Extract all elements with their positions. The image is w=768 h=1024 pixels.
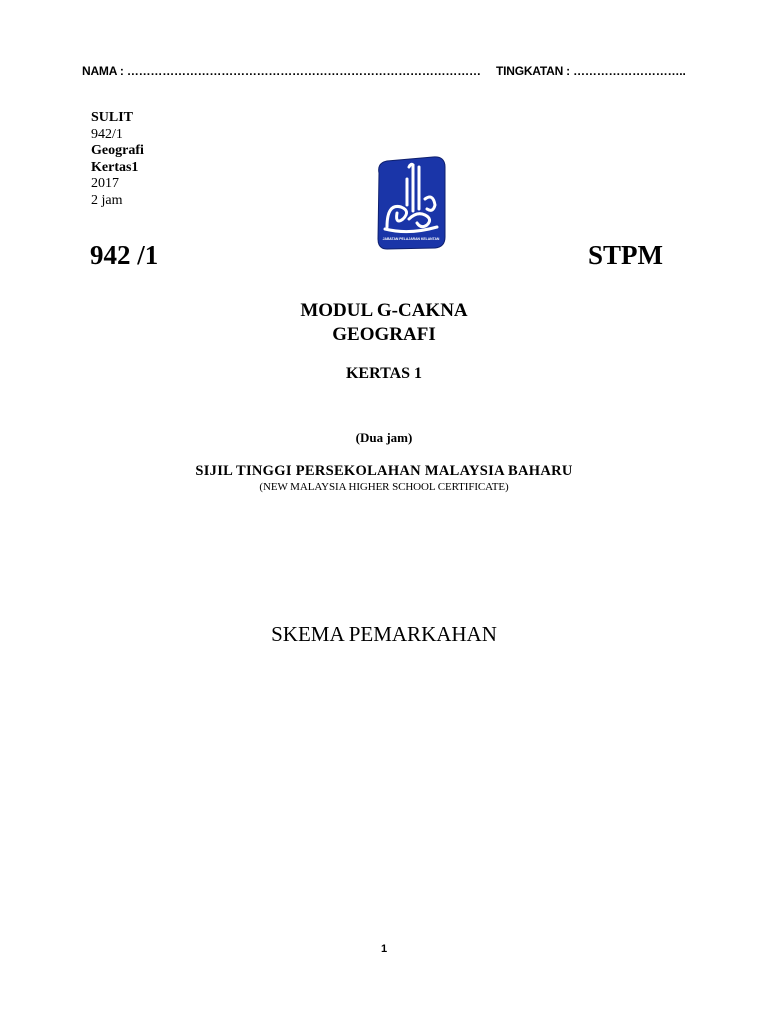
meta-paper: Kertas1 [91, 159, 139, 175]
sulit-label: SULIT [91, 110, 134, 125]
kertas-title: KERTAS 1 [345, 365, 423, 382]
meta-code: 942/1 [91, 126, 123, 142]
paper-meta [91, 110, 144, 209]
module-title [0, 299, 768, 347]
paper-code: 942 /1 [90, 240, 159, 270]
tingkatan-field: TINGKATAN : ……………………….. [495, 64, 686, 78]
duration-label: (Dua jam) [355, 430, 413, 445]
marking-scheme-title: SKEMA PEMARKAHAN [271, 622, 497, 646]
meta-year: 2017 [91, 176, 119, 191]
student-info-line [82, 64, 686, 78]
nama-field: NAMA : ……………………………………………………………………………… [82, 64, 481, 78]
exam-name: STPM [587, 240, 663, 270]
certificate-title: SIJIL TINGGI PERSEKOLAHAN MALAYSIA BAHARU [195, 463, 573, 479]
module-title-line2: GEOGRAFI [332, 324, 436, 345]
certificate-title-en: (NEW MALAYSIA HIGHER SCHOOL CERTIFICATE) [259, 481, 509, 493]
page-number: 1 [380, 943, 388, 955]
logo-caption: JABATAN PELAJARAN KELANTAN [382, 237, 440, 241]
module-title-line1: MODUL G-CAKNA [300, 300, 468, 321]
crest-icon [373, 155, 449, 253]
meta-subject: Geografi [91, 143, 144, 158]
meta-duration: 2 jam [91, 192, 123, 208]
jabatan-pelajaran-logo [373, 155, 449, 253]
